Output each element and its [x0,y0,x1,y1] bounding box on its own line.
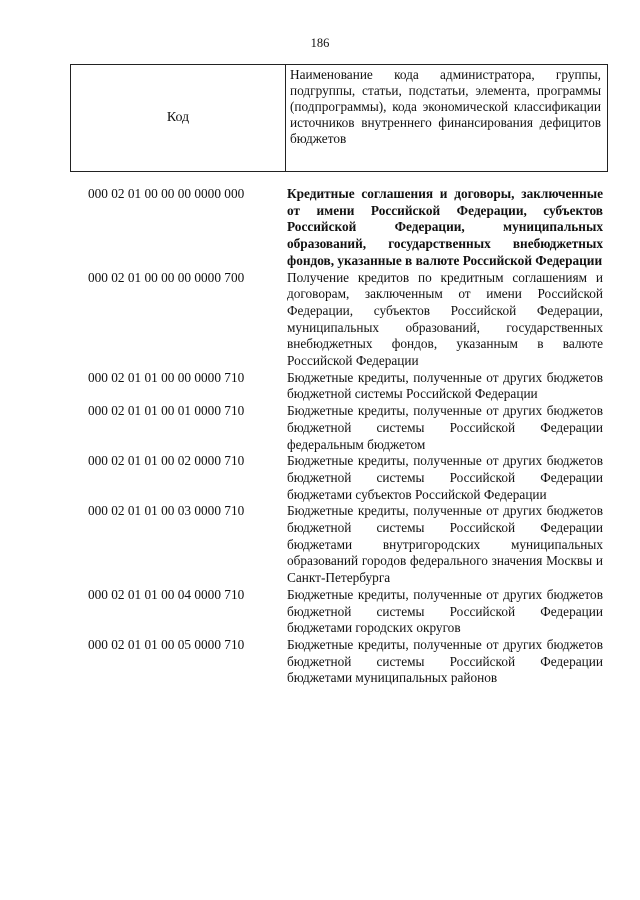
list-item [88,587,603,637]
row-description: Бюджетные кредиты, полученные от других бюджетов бюджетной системы Российской Федерации бюджетами субъектов Российской Федерации [287,453,603,502]
list-item [88,637,603,687]
row-code: 000 02 01 01 00 02 0000 710 [88,453,245,469]
row-description: Бюджетные кредиты, полученные от других бюджетов бюджетной системы Российской Федерации [287,369,603,402]
row-description: Бюджетные кредиты, полученные от других бюджетов бюджетной системы Российской Федерации федеральным бюджетом [287,403,603,452]
header-code-label: Код [71,65,286,171]
row-description: Кредитные соглашения и договоры, заключенные от имени Российской Федерации, субъектов Российской Федерации, муниципальных образований, государственных внебюджетных фондов, указанные в валюте Российской Федерации [287,186,603,268]
list-item [88,186,603,270]
list-item [88,403,603,453]
header-name-label: Наименование кода администратора, группы, подгруппы, статьи, подстатьи, элемента, программы (подпрограммы), кода экономической классификации источников внутреннего финансирования дефицитов бюджетов [290,67,601,146]
list-item [88,453,603,503]
row-code: 000 02 01 00 00 00 0000 000 [88,186,245,201]
row-description: Бюджетные кредиты, полученные от других бюджетов бюджетной системы Российской Федерации бюджетами муниципальных районов [287,636,603,686]
row-code: 000 02 01 01 00 01 0000 710 [88,403,245,419]
classification-list [88,186,603,687]
header-table [70,64,608,172]
row-description: Получение кредитов по кредитным соглашениям и договорам, заключенным от имени Российской Федерации, субъектов Российской Федерации, муниципальных образований, государственных внебюджетных фондов, указанным в валюте Российской Федерации [287,269,603,369]
row-code: 000 02 01 01 00 04 0000 710 [88,586,245,602]
list-item [88,270,603,370]
row-code: 000 02 01 01 00 03 0000 710 [88,503,245,519]
list-item [88,503,603,587]
row-description: Бюджетные кредиты, полученные от других бюджетов бюджетной системы Российской Федерации бюджетами городских округов [287,586,603,636]
list-item [88,370,603,403]
row-code: 000 02 01 00 00 00 0000 700 [88,269,245,285]
row-code: 000 02 01 01 00 00 0000 710 [88,369,245,385]
row-code: 000 02 01 01 00 05 0000 710 [88,636,245,652]
page-number: 186 [310,36,330,50]
row-description: Бюджетные кредиты, полученные от других бюджетов бюджетной системы Российской Федерации бюджетами внутригородских муниципальных образований городов федерального значения Москвы и Санкт-Петербурга [287,503,603,586]
